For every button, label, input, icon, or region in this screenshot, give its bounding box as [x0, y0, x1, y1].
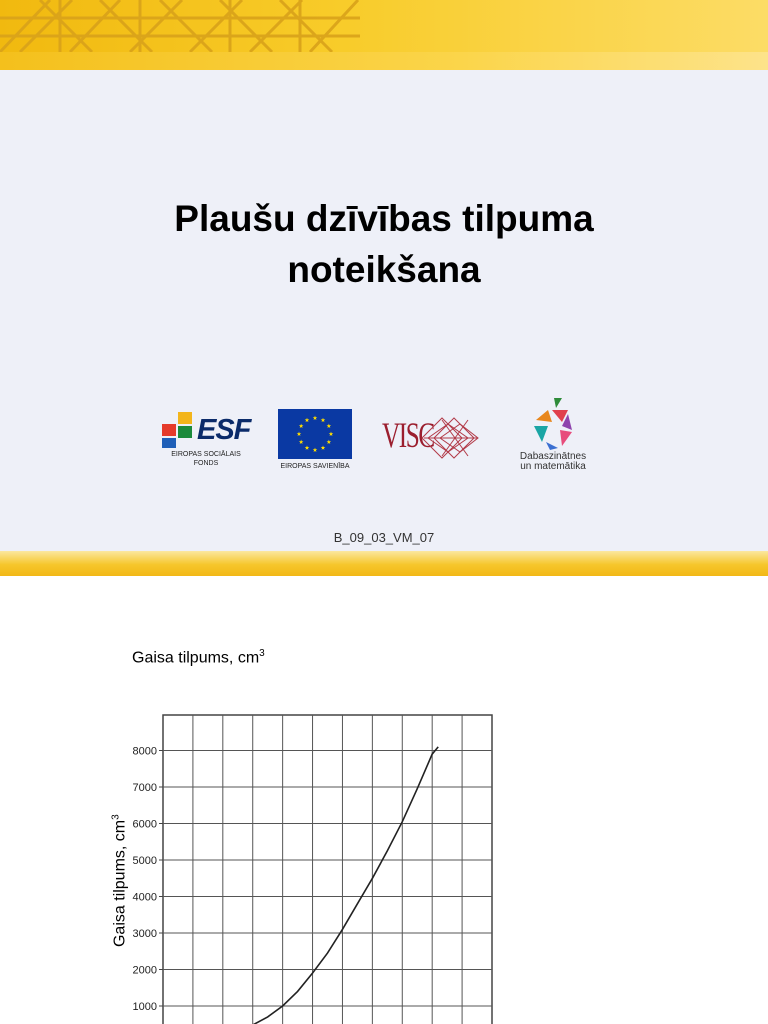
- esf-caption-line-2: FONDS: [193, 460, 219, 467]
- eu-star-7: [297, 432, 302, 436]
- esf-blocks-icon: [162, 412, 198, 448]
- dabaszinatnes-logo: [508, 396, 598, 476]
- chart-slide-title-text: Gaisa tilpums, cm: [132, 649, 260, 667]
- eu-stars: [278, 409, 352, 459]
- esf-caption: [160, 450, 252, 468]
- y-axis-label-sup: 3: [110, 814, 122, 820]
- eu-star-12: [327, 424, 332, 428]
- eu-flag-icon: [278, 409, 352, 459]
- eu-star-5: [305, 445, 310, 449]
- eu-star-8: [299, 424, 304, 428]
- slide-title-line-1: Plaušu dzīvības tilpuma: [174, 198, 594, 239]
- series-line-1: [193, 747, 438, 1024]
- dabaszinatnes-caption: [508, 452, 598, 472]
- dabaszinatnes-caption-line-1: Dabaszinātnes: [519, 451, 587, 462]
- visc-pattern-icon: [420, 416, 480, 460]
- y-tick-label: 8000: [132, 745, 157, 758]
- eu-star-11: [321, 418, 326, 422]
- visc-mark: VISC: [382, 415, 434, 455]
- y-tick-label: 5000: [132, 855, 157, 867]
- bottom-decorative-band: [0, 551, 768, 576]
- y-tick-label: 2000: [132, 964, 157, 977]
- volume-chart: [80, 701, 520, 1024]
- dabaszinatnes-caption-line-2: un matemātika: [520, 461, 586, 472]
- eu-star-2: [327, 440, 332, 444]
- dabaszinatnes-shape-icon: [532, 396, 576, 452]
- esf-logo: [160, 410, 252, 472]
- y-tick-label: 4000: [132, 891, 157, 904]
- y-axis-label-text: Gaisa tilpums, cm: [111, 819, 129, 948]
- eu-star-1: [329, 432, 334, 436]
- eu-logo: [276, 409, 354, 475]
- eu-star-9: [305, 418, 310, 422]
- y-axis-label: [110, 781, 129, 981]
- slide-title-line-2: noteikšana: [287, 249, 481, 290]
- eu-star-6: [299, 440, 304, 444]
- visc-logo: [382, 412, 480, 462]
- eu-star-4: [313, 448, 318, 452]
- y-tick-label: 1000: [132, 1001, 157, 1013]
- top-decorative-band: [0, 0, 768, 70]
- esf-caption-line-1: EIROPAS SOCIĀLAIS: [171, 451, 241, 458]
- chart-frame: [163, 715, 492, 1024]
- chart-slide-title: [132, 648, 265, 667]
- y-tick-label: 6000: [132, 818, 157, 831]
- eu-caption: EIROPAS SAVIENĪBA: [280, 463, 350, 470]
- chart-container: [80, 701, 520, 1024]
- slide-title: [0, 193, 768, 295]
- eu-star-3: [321, 445, 326, 449]
- chart-slide: [0, 576, 768, 1024]
- y-tick-label: 7000: [132, 782, 157, 794]
- chart-slide-title-sup: 3: [259, 648, 265, 659]
- esf-mark: ESF: [197, 414, 251, 446]
- y-tick-label: 3000: [132, 928, 157, 940]
- slide-code: B_09_03_VM_07: [333, 530, 435, 545]
- top-band-stripe: [0, 52, 768, 70]
- eu-star-10: [313, 416, 318, 420]
